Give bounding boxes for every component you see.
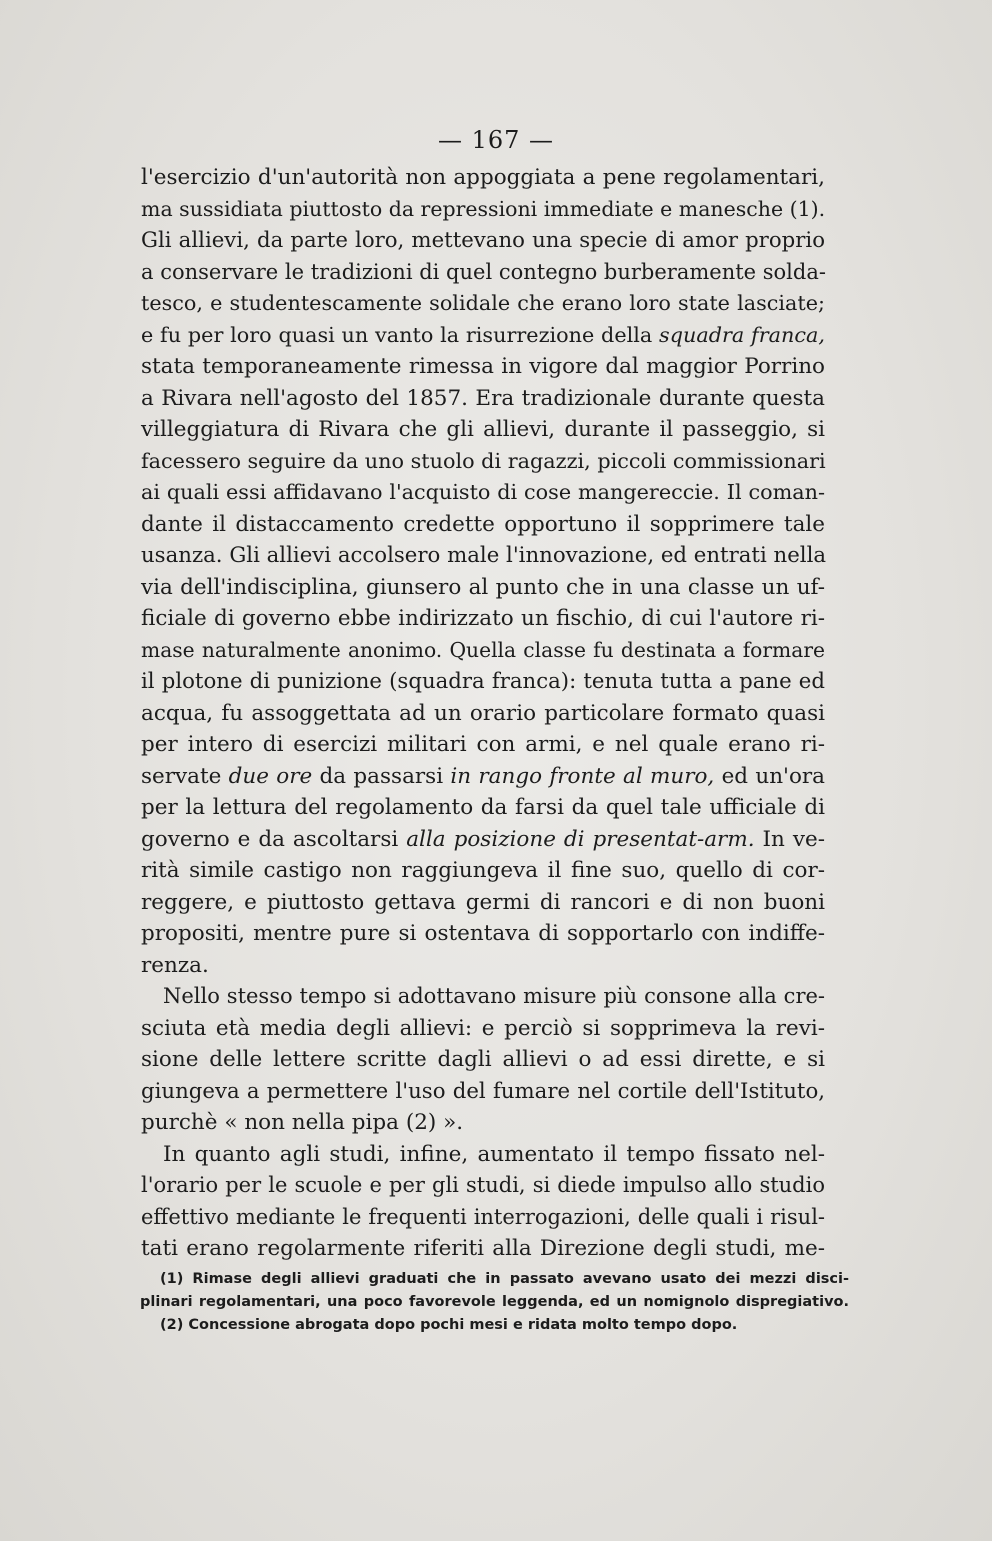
text-line: per la lettura del regolamento da farsi da quel tale ufficiale di <box>141 795 825 820</box>
text-line: ai quali essi affidavano l'acquisto di cose mangereccie. Il coman- <box>141 480 825 504</box>
text-line: reggere, e piuttosto gettava germi di rancori e di non buoni <box>141 889 825 915</box>
text-line: Nello stesso tempo si adottavano misure più consone alla cre- <box>163 984 825 1008</box>
italic-text: squadra franca, <box>659 322 825 347</box>
text-line: a Rivara nell'agosto del 1857. Era tradizionale durante questa <box>141 385 825 411</box>
italic-text: alla posizione di presentat-arm. <box>406 826 755 852</box>
text-line <box>141 761 825 793</box>
text-segment: ed un'ora <box>721 763 825 789</box>
footnote-line: (2) Concessione abrogata dopo pochi mesi e ridata molto tempo dopo. <box>160 1317 738 1333</box>
text-segment: In ve- <box>762 826 825 852</box>
text-line: tati erano regolarmente riferiti alla Direzione degli studi, me- <box>141 1236 825 1261</box>
text-line: Gli allievi, da parte loro, mettevano una specie di amor proprio <box>141 228 825 253</box>
text-line: usanza. Gli allievi accolsero male l'innovazione, ed entrati nella <box>141 543 827 568</box>
text-line: per intero di esercizi militari con armi, e nel quale erano ri- <box>141 732 825 757</box>
text-line: propositi, mentre pure si ostentava di sopportarlo con indiffe- <box>141 921 825 946</box>
text-segment: servate <box>141 763 222 789</box>
text-line: ficiale di governo ebbe indirizzato un fischio, di cui l'autore ri- <box>141 606 825 631</box>
text-line <box>141 320 825 352</box>
text-line <box>141 824 825 856</box>
text-segment: governo e da ascoltarsi <box>141 826 399 852</box>
text-line: rità simile castigo non raggiungeva il fine suo, quello di cor- <box>141 858 825 883</box>
text-line: giungeva a permettere l'uso del fumare nel cortile dell'Istituto, <box>141 1078 825 1104</box>
text-line: il plotone di punizione (squadra franca): tenuta tutta a pane ed <box>141 669 825 694</box>
text-line: In quanto agli studi, infine, aumentato il tempo fissato nel- <box>163 1141 825 1167</box>
italic-text: due ore <box>228 763 313 789</box>
footnote-line: (1) Rimase degli allievi graduati che in passato avevano usato dei mezzi disci- <box>160 1271 849 1287</box>
text-line: sione delle lettere scritte dagli allievi o ad essi dirette, e si <box>141 1047 825 1072</box>
text-line: stata temporaneamente rimessa in vigore dal maggior Porrino <box>141 354 825 379</box>
footnote-line: plinari regolamentari, una poco favorevole leggenda, ed un nomignolo dispregiativo. <box>140 1294 849 1310</box>
text-line: via dell'indisciplina, giunsero al punto che in una classe un uf- <box>141 574 825 600</box>
italic-text: in rango fronte al muro, <box>450 763 715 789</box>
text-segment: da passarsi <box>319 763 444 789</box>
text-line: dante il distaccamento credette opportuno il sopprimere tale <box>141 511 825 537</box>
text-line: facessero seguire da uno stuolo di ragazzi, piccoli commissionari <box>141 448 826 473</box>
text-line: sciuta età media degli allievi: e perciò si sopprimeva la revi- <box>141 1015 825 1041</box>
text-line: effettivo mediante le frequenti interrogazioni, delle quali i risul- <box>141 1204 825 1229</box>
body-text <box>141 162 825 1265</box>
text-line: acqua, fu assoggettata ad un orario particolare formato quasi <box>141 700 825 726</box>
text-line: villeggiatura di Rivara che gli allievi, durante il passeggio, si <box>141 417 825 442</box>
page-number: — 167 — <box>437 126 555 154</box>
footnotes <box>140 1268 849 1337</box>
text-line: tesco, e studentescamente solidale che erano loro state lasciate; <box>141 291 825 315</box>
text-line: l'orario per le scuole e per gli studi, si diede impulso allo studio <box>141 1173 825 1197</box>
text-line: mase naturalmente anonimo. Quella classe fu destinata a formare <box>141 637 825 662</box>
text-line: l'esercizio d'un'autorità non appoggiata a pene regolamentari, <box>141 165 825 190</box>
text-line: purchè « non nella pipa (2) ». <box>141 1110 464 1135</box>
text-line: a conservare le tradizioni di quel contegno burberamente solda- <box>141 259 826 284</box>
text-line: ma sussidiata piuttosto da repressioni immediate e manesche (1). <box>141 196 826 221</box>
text-line: renza. <box>141 952 209 978</box>
text-segment: e fu per loro quasi un vanto la risurrezione della <box>141 322 653 347</box>
